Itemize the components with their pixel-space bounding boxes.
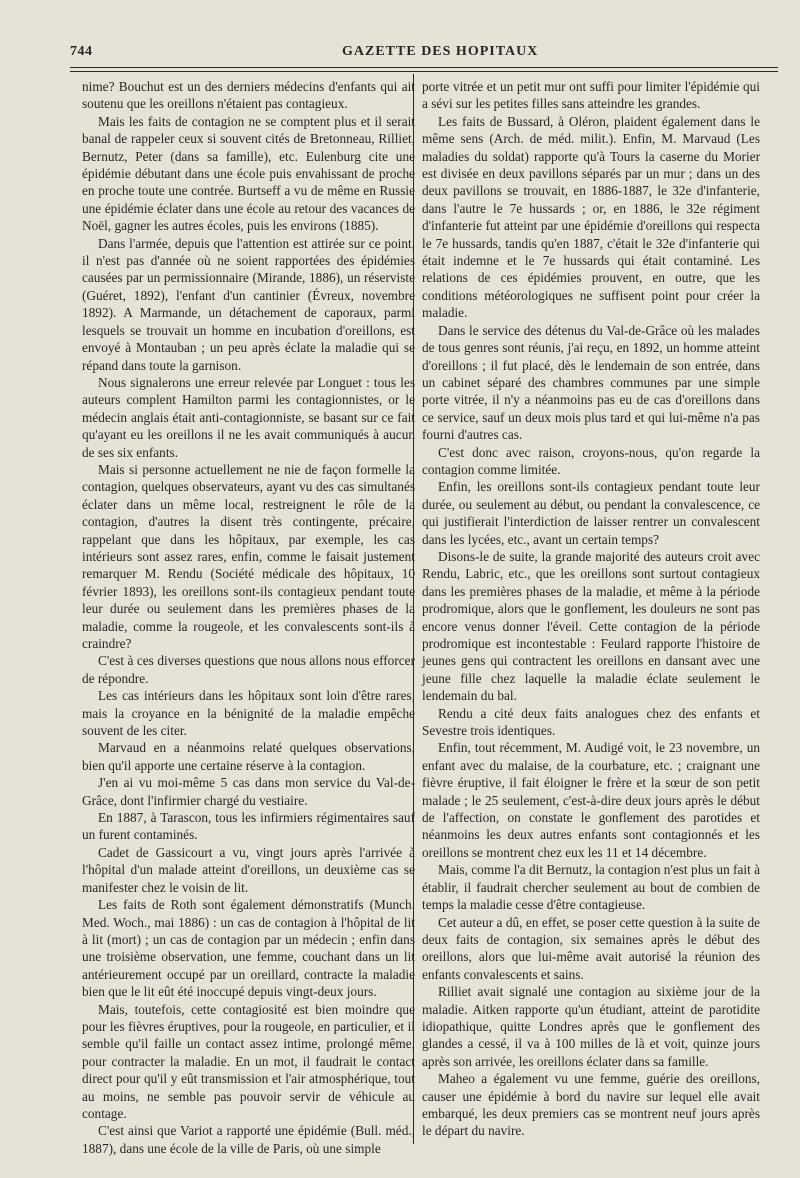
paragraph: Mais les faits de contagion ne se comptent plus et il serait banal de rappeler ceux si souvent cités de Bretonneau, Rilliet, Bernutz, Peter (dans sa famille), etc. Eulenburg cite une épidémie débutant dans une école puis envahissant de proche en proche toute une contrée. Burtseff a vu de même en Russie une épidémie éclater dans une école au retour des vacances de Noël, gagner les autres écoles, puis les environs (1885). [82, 113, 415, 234]
journal-title: GAZETTE DES HOPITAUX [342, 44, 539, 59]
paragraph: En 1887, à Tarascon, tous les infirmiers régimentaires sauf un furent contaminés. [82, 810, 415, 843]
paragraph: C'est à ces diverses questions que nous allons nous efforcer de répondre. [82, 653, 415, 686]
header-rule [70, 67, 778, 68]
paragraph: Rendu a cité deux faits analogues chez des enfants et Sevestre trois identiques. [422, 705, 760, 739]
paragraph: Mais, toutefois, cette contagiosité est bien moindre que pour les fièvres éruptives, pour la rougeole, en particulier, et il semble qu'il faille un contact assez intime, prolongé même, pour contracter la maladie. En un mot, il faudrait le contact direct pour qu'il y eût transmission et l'air atmosphérique, tout au moins, ne semble pas pouvoir servir de véhicule au contage. [82, 1001, 415, 1121]
page-number: 744 [70, 44, 93, 59]
paragraph: Dans le service des détenus du Val-de-Grâce où les malades de tous genres sont réunis, j'ai reçu, en 1892, un homme atteint d'oreillons ; il fut placé, dès le lendemain de son entrée, dans un cabinet séparé des chambres communes par une simple porte vitrée, il n'y a néanmoins pas eu de cas d'oreillons dans ce service, sauf un deux mois plus tard et qui lui-même n'a pas fourni d'autres cas. [422, 322, 760, 443]
paragraph: Les cas intérieurs dans les hôpitaux sont loin d'être rares, mais la croyance en la bénignité de la maladie empêche souvent de les citer. [82, 688, 415, 739]
left-column [82, 78, 415, 1156]
paragraph: Rilliet avait signalé une contagion au sixième jour de la maladie. Aitken rapporte qu'un étudiant, atteint de parotidite idiopathique, quitte Londres après que le gonflement des glandes a cessé, il va à 100 milles de là et voit, quinze jours après son arrivée, les oreillons éclater dans sa famille. [422, 984, 760, 1069]
paragraph: Maheo a également vu une femme, guérie des oreillons, causer une épidémie à bord du navire sur lequel elle avait embarqué, les deux premiers cas se montrent neuf jours après le départ du navire. [422, 1071, 760, 1139]
paragraph: Les faits de Bussard, à Oléron, plaident également dans le même sens (Arch. de méd. milit.). Enfin, M. Marvaud (Les maladies du soldat) rapporte qu'à Tours la caserne du Morier est divisée en deux pavillons séparés par un mur ; dans un des deux pavillons se trouvait, en 1886-1887, le 32e d'infanterie, dans l'autre le 7e hussards ; or, en 1886, le 32e régiment d'infanterie fut atteint par une épidémie d'oreillons qui respecta le 7e hussards, tandis qu'en 1887, c'était le 32e d'infanterie qui était indemne et le 7e hussards qui était contaminé. Les relations de ces épidémies prouvent, en outre, que les conditions météorologiques ne suffisent point pour créer la maladie. [422, 113, 760, 321]
paragraph: Mais, comme l'a dit Bernutz, la contagion n'est plus un fait à établir, il faudrait chercher seulement au bout de combien de temps la maladie cesse d'être contagieuse. [422, 862, 760, 913]
paragraph: nime? Bouchut est un des derniers médecins d'enfants qui ait soutenu que les oreillons n'étaient pas contagieux. [82, 79, 415, 112]
column-divider [413, 74, 414, 1144]
page-header [0, 40, 800, 64]
paragraph: Enfin, tout récemment, M. Audigé voit, le 23 novembre, un enfant avec du malaise, de la courbature, etc. ; craignant une fièvre éruptive, il fait éloigner le frère et la sœur de son petit malade ; le 25 seulement, c'est-à-dire deux jours après le début de l'affection, on constate le gonflement des parotides et néanmoins les deux autres enfants sont contagionnés et les oreillons se montrent chez eux les 11 et 14 décembre. [422, 740, 760, 860]
paragraph: Cet auteur a dû, en effet, se poser cette question à la suite de deux faits de contagion, six semaines après le début des oreillons, alors que lui-même avait autorisé la réunion des enfants convalescents et sains. [422, 914, 760, 982]
paragraph: Marvaud en a néanmoins relaté quelques observations, bien qu'il apporte une certaine réserve à la contagion. [82, 740, 415, 773]
paragraph: Enfin, les oreillons sont-ils contagieux pendant toute leur durée, ou seulement au début, ou pendant la convalescence, ce qui justifierait l'interdiction de laisser rentrer un convalescent dans les lycées, etc., avant un certain temps? [422, 479, 760, 547]
paragraph: porte vitrée et un petit mur ont suffi pour limiter l'épidémie qui a sévi sur les petites filles sans atteindre les grandes. [422, 79, 760, 112]
header-rule-thin [70, 71, 778, 72]
paragraph: Mais si personne actuellement ne nie de façon formelle la contagion, quelques observateurs, ayant vu des cas simultanés éclater dans un même local, restreignent le rôle de la contagion, d'autres la disent très contingente, précaire, rappelant que dans les hôpitaux, par exemple, les cas intérieurs sont assez rares, enfin, comme le faisait justement remarquer M. Rendu (Société médicale des hôpitaux, 10 février 1893), les oreillons sont-ils contagieux pendant toute leur durée ou seulement dans les premières phases de la maladie, comme la rougeole, et les convalescents sont-ils à craindre? [82, 461, 415, 651]
paragraph: Les faits de Roth sont également démonstratifs (Munch. Med. Woch., mai 1886) : un cas de contagion à l'hôpital de lit à lit (mort) ; un cas de contagion par un médecin ; enfin dans une troisième observation, une femme, couchant dans un lit antérieurement occupé par un oreillard, contracte la maladie bien que le lit eût été inoccupé depuis vingt-deux jours. [82, 897, 415, 1000]
right-column [422, 78, 760, 1148]
paragraph: C'est ainsi que Variot a rapporté une épidémie (Bull. méd., 1887), dans une école de la ville de Paris, où une simple [82, 1123, 415, 1156]
paragraph: Dans l'armée, depuis que l'attention est attirée sur ce point, il n'est pas d'année où ne soient rapportées des épidémies causées par un permissionnaire (Mirande, 1886), un réserviste (Guéret, 1892), l'enfant d'un cantinier (Évreux, novembre 1892). A Marmande, un détachement de caporaux, parmi lesquels se trouvait un homme en incubation d'oreillons, est envoyé à Montauban ; un peu après éclate la maladie qui se répand dans toute la garnison. [82, 235, 415, 373]
paragraph: Nous signalerons une erreur relevée par Longuet : tous les auteurs complent Hamilton parmi les contagionnistes, or le médecin anglais était anti-contagionniste, se basant sur ce fait qu'ayant eu les oreillons il ne les avait communiqués à aucun de ses six enfants. [82, 374, 415, 460]
paragraph: Cadet de Gassicourt a vu, vingt jours après l'arrivée à l'hôpital d'un malade atteint d'oreillons, un deuxième cas se manifester chez le voisin de lit. [82, 844, 415, 895]
paragraph: J'en ai vu moi-même 5 cas dans mon service du Val-de-Grâce, dont l'infirmier chargé du vestiaire. [82, 775, 415, 808]
paragraph: Disons-le de suite, la grande majorité des auteurs croit avec Rendu, Labric, etc., que les oreillons sont surtout contagieux dans les premières phases de la maladie, et même à la période prodromique, alors que le gonflement, les douleurs ne sont pas encore venus donner l'éveil. Cette contagion de la période prodromique est incontestable : Feulard rapporte l'histoire de jeunes gens qui contractent les oreillons en dansant avec une jeune fille chez laquelle la maladie éclate seulement le lendemain du bal. [422, 548, 760, 704]
paragraph: C'est donc avec raison, croyons-nous, qu'on regarde la contagion comme limitée. [422, 444, 760, 477]
